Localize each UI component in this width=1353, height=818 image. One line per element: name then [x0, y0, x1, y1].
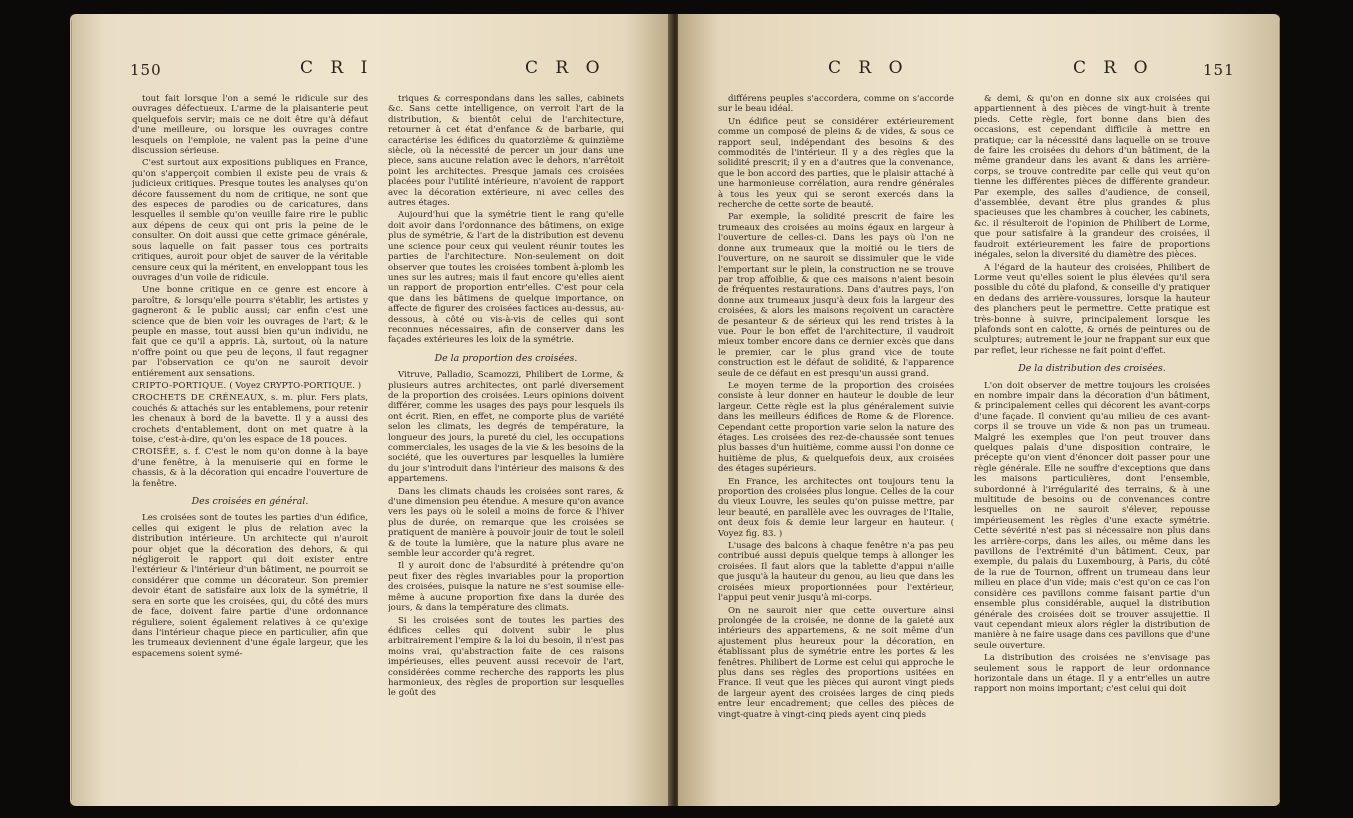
running-head-right-1: C R O: [828, 58, 909, 78]
left-page: [70, 14, 672, 806]
entry-definition: s. m. plur. Fers plats, couchés & attachés sur les entablemens, pour retenir les chenaux à bord de la bavette. Il y a aussi des crochets d'entablement, dont on met quatre à la toise, c'est-à-dire, qu'on les espace de 18 pouces.: [132, 393, 368, 445]
paragraph: tout fait lorsque l'on a semé le ridicule sur des ouvrages défectueux. L'arme de la plaisanterie peut quelquefois servir; mais ce ne doit être qu'à défaut d'une meilleure, ou lorsque les ouvrages contre lesquels on l'emploie, ne valent pas la peine d'une discussion sérieuse.: [132, 94, 368, 157]
paragraph: On ne sauroit nier que cette ouverture ainsi prolongée de la croisée, ne donne de la gaieté aux intérieurs des appartemens, & ne soit même d'un ajustement plus heureux pour la décoration, en établissant plus de symétrie entre les portes & les fenêtres. Philibert de Lorme est celui qui approche le plus dans ses règles des proportions usitées en France. Il veut que les pièces qui auront vingt pieds de largeur ayent des croisées larges de cinq pieds entre leur encadrement; que celles des pièces de vingt-quatre à vingt-cinq pieds ayent cinq pieds: [718, 605, 954, 720]
dictionary-entry: [132, 393, 368, 445]
running-head-left-2: C R O: [525, 58, 606, 78]
paragraph: L'on doit observer de mettre toujours les croisées en nombre impair dans la décoration d'un bâtiment, & principalement celles qui décorent les avant-corps d'une façade. Il convient qu'au milieu de ces avant-corps il se trouve un vide & non pas un trumeau. Malgré les exemples que l'on peut trouver dans quelques palais d'une disposition contraire, le précepte qu'on vient d'énoncer doit passer pour une règle générale. Elle ne souffre d'exceptions que dans les maisons particulières, dont l'ensemble, subordonné à l'irrégularité des terrains, & à une multitude de besoins ou de convenances contre lesquelles on ne sauroit s'élever, repousse impérieusement les règles d'une exacte symétrie. Cette sévérité n'est pas si nécessaire non plus dans les arrière-corps, dans les ailes, ou même dans les pavillons de l'extrémité d'un bâtiment. Ceux, par exemple, du palais du Luxembourg, à Paris, du côté de la rue de Tournon, offrent un trumeau dans leur milieu en place d'un vide; mais c'est qu'on ce cas l'on considère ces pavillons comme faisant partie d'un ensemble plus considérable, auquel la distribution générale des croisées doit se trouver assujettie. Il vaut cependant mieux alors régler la distribution de manière à ne faire usage dans ces pavillons que d'une seule ouverture.: [974, 380, 1210, 651]
paragraph: triques & correspondans dans les salles, cabinets &c. Sans cette intelligence, on verroit l'art de la distribution, & bientôt celui de l'architecture, retourner à cet état d'enfance & de barbarie, qui caractérise les édifices du quatorzième & quinzième siècle, où la nécessité de percer un jour dans une piece, sans aucune relation avec le dehors, n'arrêtoit point les architectes. Presque jamais ces croisées placées pour l'utilité intérieure, n'avoient de rapport avec la décoration extérieure, ni avec celles des autres étages.: [388, 94, 624, 209]
paragraph: En France, les architectes ont toujours tenu la proportion des croisées plus longue. Celles de la cour du vieux Louvre, les seules qu'on puisse mettre, par leur beauté, en parallèle avec les ouvrages de l'Italie, ont deux fois & demie leur largeur en hauteur. ( Voyez fig. 83. ): [718, 476, 954, 539]
left-page-column-2: [388, 94, 624, 794]
page-edges-right: [1278, 20, 1280, 800]
paragraph: Par exemple, la solidité prescrit de faire les trumeaux des croisées au moins égaux en largeur à l'ouverture de celles-ci. Dans les pays où l'on ne donne aux trumeaux que la moitié ou le tiers de l'ouverture, on ne sauroit se dissimuler que le vide l'emportant sur le plein, la construction ne se trouve par trop affoiblie, & que ces maisons n'aient besoin de fréquentes restaurations. Dans d'autres pays, l'on donne aux trumeaux jusqu'à deux fois la largeur des croisées, & alors les maisons reçoivent un caractère de pesanteur & de sérieux qui les rend tristes à la vue. Pour le bon effet de l'architecture, il vaudroit mieux tomber encore dans ce dernier excès que dans le premier, car le plus grand vice de toute construction est le défaut de solidité, & l'apparence seule de ce défaut en est presqu'un aussi grand.: [718, 212, 954, 379]
entry-definition: ( Voyez CRYPTO-PORTIQUE. ): [226, 380, 362, 391]
paragraph: A l'égard de la hauteur des croisées, Philibert de Lorme veut qu'elles soient le plus élevées qu'il sera possible du côté du plafond, & conseille d'y pratiquer en dedans des arrière-voussures, lorsque la hauteur des planchers peut le permettre. Cette pratique est très-bonne à suivre, principalement lorsque les plafonds sont en calotte, & ornés de peintures ou de sculptures; autrement le jour ne frappant sur eux que par reflet, leur richesse ne fait point d'effet.: [974, 262, 1210, 356]
entry-headword: CROISÉE,: [132, 447, 180, 458]
paragraph: Si les croisées sont de toutes les parties des édifices celles qui doivent subir le plus arbitrairement l'empire & la loi du besoin, il n'est pas moins vrai, qu'abstraction faite de ces raisons impérieuses, elles peuvent aussi recevoir de l'art, considérées comme recherche des rapports les plus harmonieux, des règles de proportion sur lesquelles le goût des: [388, 615, 624, 699]
paragraph: Un édifice peut se considérer extérieurement comme un composé de pleins & de vides, & sous ce rapport seul, indépendant des besoins & des commodités de l'intérieur. Il y a des règles que la solidité prescrit; il y en a d'autres que la convenance, que le bon accord des parties, que le plaisir attaché à une harmonieuse corrélation, aura rendre générales à tous les yeux qui se seront exercés dans la recherche de cette sorte de beauté.: [718, 116, 954, 211]
left-page-column-1: [132, 94, 368, 794]
page-number-right: 151: [1203, 61, 1235, 79]
paragraph: différens peuples s'accordera, comme on s'accorde sur le beau idéal.: [718, 94, 954, 115]
dictionary-entry: [132, 381, 368, 391]
right-page-column-2: [974, 94, 1210, 794]
paragraph: La distribution des croisées ne s'envisage pas seulement sous le rapport de leur ordonnance horizontale dans un étage. Il y a entr'elles un autre rapport non moins important; c'est celui qui doit: [974, 653, 1210, 695]
paragraph: Il y auroit donc de l'absurdité à prétendre qu'on peut fixer des règles invariables pour la proportion des croisées, puisque la nature ne s'est soumise elle-même à aucune proportion fixe dans la durée des jours, & dans la température des climats.: [388, 561, 624, 614]
running-head-right-2: C R O: [1073, 58, 1154, 78]
entry-headword: CRIPTO-PORTIQUE.: [132, 380, 227, 391]
paragraph: L'usage des balcons à chaque fenêtre n'a pas peu contribué aussi depuis quelque temps à allonger les croisées. Il faut alors que la tablette d'appui n'aille que jusqu'à la hauteur du genou, au lieu que dans les croisées mieux proportionnées pour l'extérieur, l'appui peut venir jusqu'à mi-corps.: [718, 541, 954, 604]
paragraph: Aujourd'hui que la symétrie tient le rang qu'elle doit avoir dans l'ordonnance des bâtimens, on exige plus de symétrie, & l'art de la distribution est devenu une science pour ceux qui veulent réunir toutes les parties de l'architecture. Non-seulement on doit observer que toutes les croisées tombent à-plomb les unes sur les autres; mais il faut encore qu'elles aient un rapport de proportion entr'elles. C'est pour cela que dans les bâtimens de quelque importance, on affecte de figurer des croisées factices au-dessus, au-dessous, à côté ou vis-à-vis de celles qui sont reconnues nécessaires, afin de conserver dans les façades extérieures les loix de la symétrie.: [388, 210, 624, 346]
paragraph: Une bonne critique en ce genre est encore à paroître, & lorsqu'elle pourra s'établir, les artistes y gagneront & le public aussi; car enfin c'est une science que de bien voir les ouvrages de l'art; & le peuple en masse, tout aussi bien qu'un individu, ne fait que ce qu'il a appris. Là, surtout, où la nature n'offre point ou que peu de leçons, il faut regagner par l'observation ce qu'on ne sauroit devoir entiérement aux sensations.: [132, 285, 368, 379]
right-page: [678, 14, 1280, 806]
page-number-left: 150: [130, 61, 162, 79]
paragraph: & demi, & qu'on en donne six aux croisées qui appartiennent à des pièces de vingt-huit à trente pieds. Cette règle, fort bonne dans bien des occasions, est cependant difficile à mettre en pratique; car la nécessité dans laquelle on se trouve de faire les croisées du dehors d'un bâtiment, de la même grandeur dans les avant & dans les arrière-corps, se trouve contredite par celle qui veut qu'on tienne les différentes pièces de différente grandeur. Par exemple, des salles d'audience, de conseil, d'assemblée, devant être plus grandes & plus spacieuses que les chambres à coucher, les cabinets, &c. il résulteroit de l'opinion de Philibert de Lorme, que pour satisfaire à la grandeur des croisées, il faudroit extérieurement les faire de proportions inégales, selon la diversité du diamètre des pièces.: [974, 94, 1210, 261]
paragraph: Les croisées sont de toutes les parties d'un édifice, celles qui exigent le plus de relation avec la distribution intérieure. Un architecte qui n'auroit pour objet que la décoration des dehors, & qui négligeroit le rapport qui doit exister entre l'extérieur & l'intérieur d'un bâtiment, ne pourroit se considérer que comme un décorateur. Son premier devoir étant de satisfaire aux loix de la symétrie, il sera en sorte que les croisées, qui, du côté des murs de face, doivent faire partie d'une ordonnance réguliere, soient également relatives à ce qu'exige dans l'intérieur chaque piece en particulier, afin que les trumeaux deviennent d'une égale largeur, que les espacemens soient symé-: [132, 513, 368, 659]
paragraph: C'est surtout aux expositions publiques en France, qu'on s'apperçoit combien il existe peu de vrais & judicieux critiques. Presque toutes les analyses qu'on décore faussement du nom de critique, ne sont que des especes de parodies ou de caricatures, dans lesquelles il semble qu'on veuille faire rire le public aux dépens de ceux qui ont pris la peine de le consulter. On doit aussi que cette grimace générale, sous laquelle on fait passer tous ces portraits critiques, auroit pour objet de sauver de la véritable censure ceux qui la méritent, en enveloppant tous les ouvrages d'un voile de ridicule.: [132, 158, 368, 283]
book-spread: [70, 14, 1280, 806]
paragraph: Vitruve, Palladio, Scamozzi, Philibert de Lorme, & plusieurs autres architectes, ont parlé diversement de la proportion des croisées. Leurs opinions doivent différer, comme les usages des pays pour lesquels ils ont écrit. Rien, en effet, ne comporte plus de variété selon les climats, les degrés de température, la longueur des jours, la pureté du ciel, les occupations commerciales, les usages de la vie & les besoins de la société, que les ouvertures par lesquelles la lumière du jour s'introduit dans l'intérieur des maisons & des appartemens.: [388, 370, 624, 485]
dictionary-entry: [132, 447, 368, 489]
section-heading: De la proportion des croisées.: [434, 352, 578, 364]
section-heading: Des croisées en général.: [191, 496, 309, 508]
right-page-column-1: [718, 94, 954, 794]
section-heading: De la distribution des croisées.: [1018, 363, 1166, 375]
entry-definition: s. f. C'est le nom qu'on donne à la baye d'une fenêtre, à la menuiserie qui en forme le chassis, & à la décoration qui encadre l'ouverture de la fenêtre.: [132, 447, 368, 489]
running-head-left-1: C R I: [300, 58, 374, 78]
page-edges-left: [70, 20, 72, 800]
paragraph: Le moyen terme de la proportion des croisées consiste à leur donner en hauteur le double de leur largeur. Cette règle est la plus généralement suivie dans les meilleurs édifices de Rome & de Florence. Cependant cette proportion varie selon la nature des étages. Les croisées des rez-de-chaussée sont tenues plus basses d'un huitième, comme aussi l'on donne ce huitième de plus, & quelquefois deux, aux croisées des étages supérieurs.: [718, 380, 954, 475]
paragraph: Dans les climats chauds les croisées sont rares, & d'une dimension peu étendue. A mesure qu'on avance vers les pays où le soleil a moins de force & l'hiver plus de durée, on remarque que les croisées se pratiquent de manière à pouvoir jouir de tout le soleil & de toute la lumière, que la nature plus avare ne semble leur accorder qu'à regret.: [388, 486, 624, 560]
entry-headword: CROCHETS DE CRÉNEAUX,: [132, 393, 268, 404]
